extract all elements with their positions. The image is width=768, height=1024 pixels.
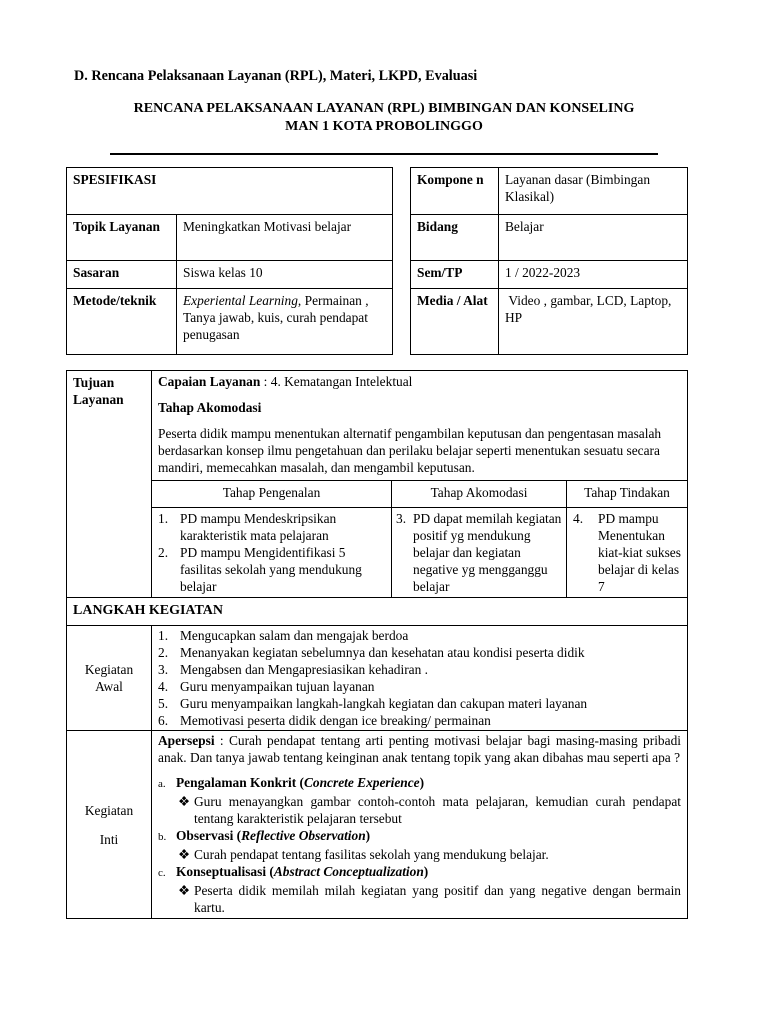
- langkah-heading: LANGKAH KEGIATAN: [67, 598, 688, 626]
- awal-content: [152, 626, 688, 731]
- main-table: [66, 370, 688, 919]
- col-pengenalan: [152, 508, 392, 598]
- section-b: b. Observasi (Reflective Observation) ❖ Curah pendapat tentang fasilitas sekolah yang mendukung belajar.: [158, 827, 681, 863]
- tahap-heading: Tahap Akomodasi: [158, 400, 262, 415]
- tujuan-description: Peserta didik mampu menentukan alternatif pengambilan keputusan dan pengentasan masalah berdasarkan konsep ilmu pengetahuan dan perilaku belajar seperti menentukan sesuatu secara mandiri, memecahkan masalah, dan mengambil keputusan.: [158, 426, 662, 475]
- spec-value-media: Video , gambar, LCD, Laptop, HP: [499, 289, 688, 355]
- inti-content: [152, 731, 688, 919]
- col-header-tindakan: Tahap Tindakan: [567, 481, 688, 508]
- awal-label: Kegiatan Awal: [67, 626, 152, 731]
- inti-label: [67, 731, 152, 919]
- spec-label-semtp: Sem/TP: [411, 261, 499, 289]
- spec-value-sasaran: Siswa kelas 10: [177, 261, 393, 289]
- title-divider: [110, 153, 658, 155]
- list-item: 2. PD mampu Mengidentifikasi 5 fasilitas sekolah yang mendukung belajar: [158, 545, 362, 594]
- list-item: 1. Mengucapkan salam dan mengajak berdoa: [158, 628, 409, 643]
- spec-label-metode: Metode/teknik: [67, 289, 177, 355]
- document-heading: D. Rencana Pelaksanaan Layanan (RPL), Materi, LKPD, Evaluasi: [74, 68, 478, 84]
- spec-label-bidang: Bidang: [411, 215, 499, 261]
- apersepsi: [158, 732, 681, 766]
- inti-label-line1: Kegiatan: [84, 802, 134, 818]
- spec-value-metode: [177, 289, 393, 355]
- spec-value-semtp: 1 / 2022-2023: [499, 261, 688, 289]
- col-tindakan: [567, 508, 688, 598]
- bullet-item: ❖ Peserta didik memilah milah kegiatan yang positif dan yang negative dengan bermain kartu.: [178, 883, 681, 915]
- metode-rest: , Permainan , Tanya jawab, kuis, curah pendapat penugasan: [183, 293, 369, 342]
- list-item: 6. Memotivasi peserta didik dengan ice breaking/ permainan: [158, 713, 491, 728]
- capaian-value: : 4. Kematangan Intelektual: [260, 374, 413, 389]
- bullet-item: ❖ Guru menayangkan gambar contoh-contoh mata pelajaran, kemudian curah pendapat tentang karakteristik pelajaran tersebut: [178, 794, 681, 826]
- section-a: a. Pengalaman Konkrit (Concrete Experience) ❖ Guru menayangkan gambar contoh-contoh mata pelajaran, kemudian curah pendapat tentang karakteristik pelajaran tersebut: [158, 775, 681, 826]
- apersepsi-text: : Curah pendapat tentang arti penting motivasi belajar bagi masing-masing pribadi anak. Dan tanya jawab tentang keinginan anak tentang topik yang akan dibahas mau seperti apa ?: [158, 733, 681, 765]
- list-item: 3. Mengabsen dan Mengapresiasikan kehadiran .: [158, 662, 429, 677]
- list-item: 3. PD dapat memilah kegiatan positif yg mendukung belajar dan kegiatan negative yg mengganggu belajar: [396, 511, 562, 594]
- col-header-pengenalan: Tahap Pengenalan: [152, 481, 392, 508]
- tujuan-label: Tujuan Layanan: [67, 371, 152, 598]
- apersepsi-label: Apersepsi: [158, 733, 215, 748]
- section-c: c. Konseptualisasi (Abstract Conceptualization) ❖ Peserta didik memilah milah kegiatan yang positif dan yang negative dengan bermain kartu.: [158, 864, 681, 915]
- list-item: 4. PD mampu Menentukan kiat-kiat sukses belajar di kelas 7: [573, 511, 681, 594]
- spec-label-topik: Topik Layanan: [67, 215, 177, 261]
- metode-italic: Experiental Learning: [183, 293, 298, 308]
- list-item: 4. Guru menyampaikan tujuan layanan: [158, 679, 375, 694]
- spec-right-table: [410, 167, 688, 355]
- rpl-title: RENCANA PELAKSANAAN LAYANAN (RPL) BIMBINGAN DAN KONSELING: [133, 101, 635, 116]
- inti-label-line2: Inti: [99, 831, 119, 847]
- spec-value-komponen: Layanan dasar (Bimbingan Klasikal): [499, 168, 688, 215]
- tujuan-content: [152, 371, 688, 481]
- spec-value-topik: Meningkatkan Motivasi belajar: [177, 215, 393, 261]
- spec-label-komponen: Kompone n: [411, 168, 499, 215]
- spec-value-bidang: Belajar: [499, 215, 688, 261]
- spec-label-sasaran: Sasaran: [67, 261, 177, 289]
- list-item: 2. Menanyakan kegiatan sebelumnya dan kesehatan atau kondisi peserta didik: [158, 645, 585, 660]
- list-item: 1. PD mampu Mendeskripsikan karakteristik mata pelajaran: [158, 511, 337, 543]
- bullet-item: ❖ Curah pendapat tentang fasilitas sekolah yang mendukung belajar.: [178, 847, 549, 862]
- col-header-akomodasi: Tahap Akomodasi: [392, 481, 567, 508]
- list-item: 5. Guru menyampaikan langkah-langkah kegiatan dan cakupan materi layanan: [158, 696, 588, 711]
- spec-label-media: Media / Alat: [411, 289, 499, 355]
- spec-header: SPESIFIKASI: [67, 168, 393, 215]
- spec-left-table: [66, 167, 393, 355]
- school-name: MAN 1 KOTA PROBOLINGGO: [285, 119, 483, 134]
- capaian-label: Capaian Layanan: [158, 374, 261, 389]
- col-akomodasi: [392, 508, 567, 598]
